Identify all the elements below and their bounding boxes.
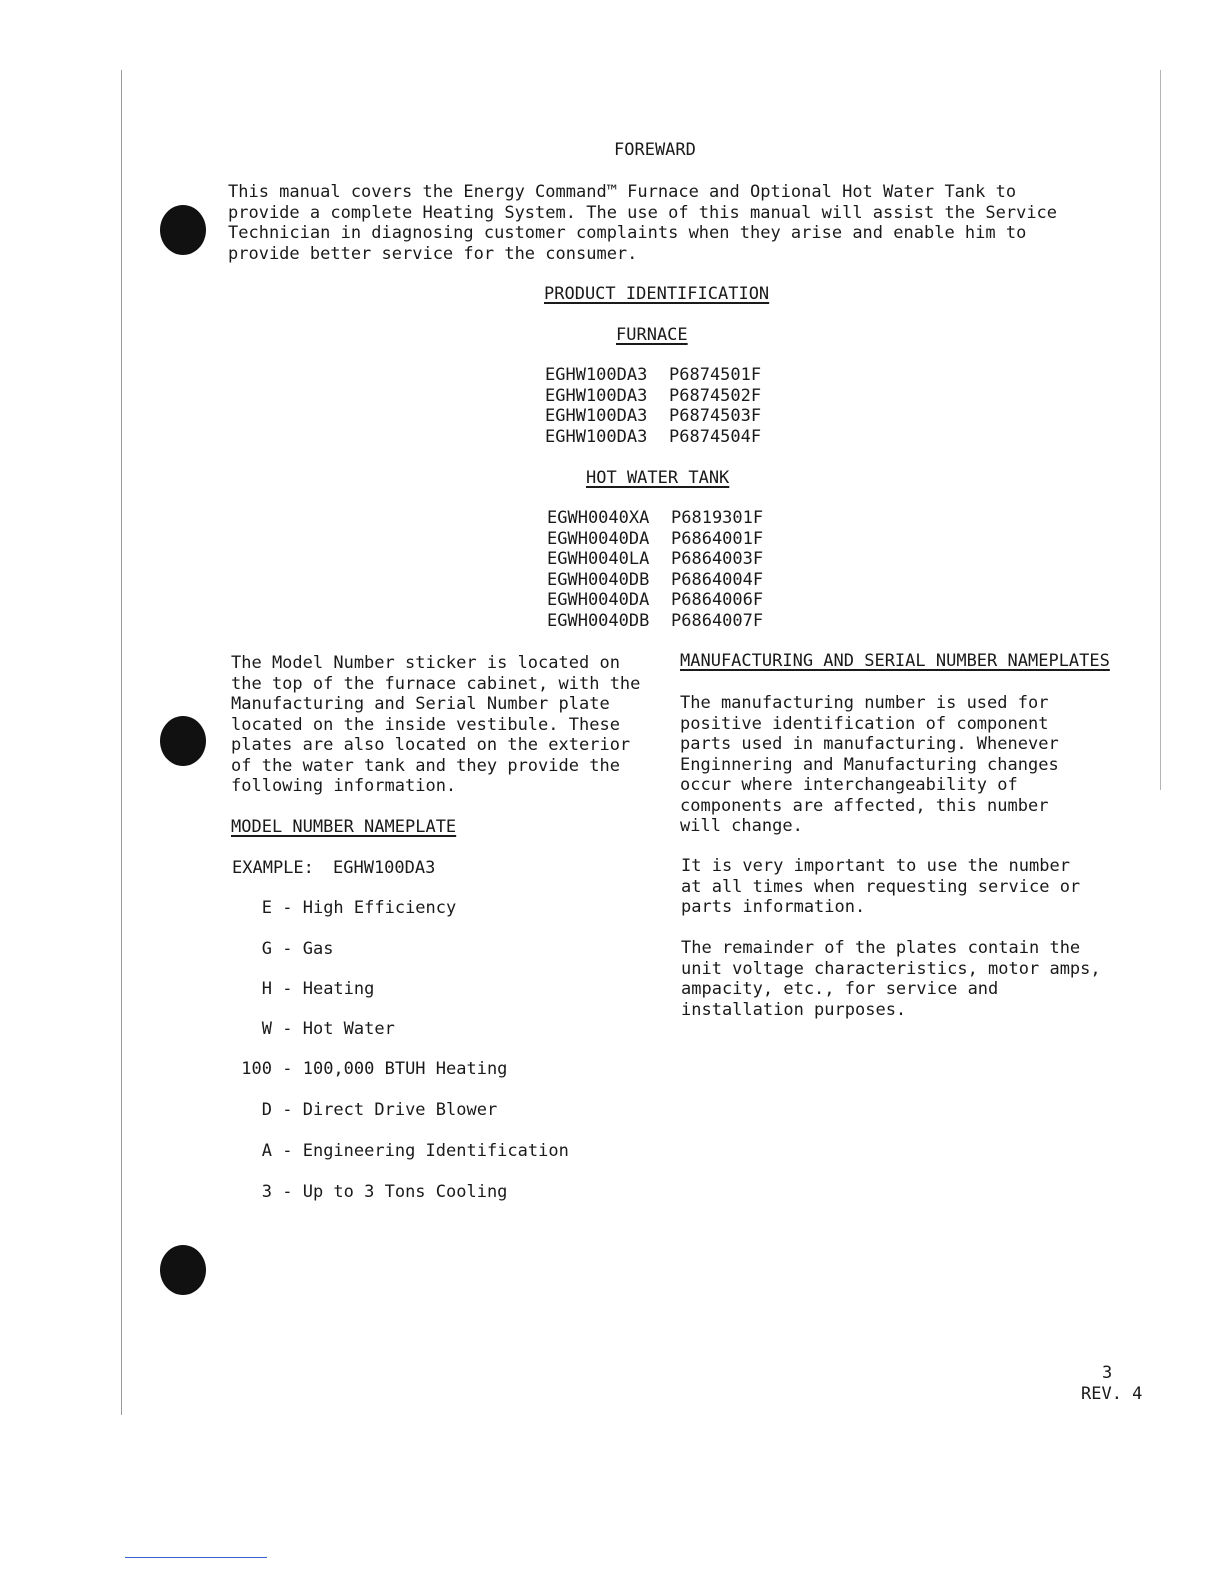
furnace-id-row	[545, 386, 773, 407]
part-number: P6819301F	[671, 508, 764, 528]
foreward-title: FOREWARD	[614, 140, 696, 160]
code-key: E	[261, 898, 272, 918]
bottom-scan-artifact	[125, 1557, 267, 1558]
example-label: EXAMPLE:	[232, 858, 314, 878]
page-number: 3	[1102, 1363, 1113, 1383]
part-number: P6864004F	[671, 569, 764, 590]
code-row: A - Engineering Identification	[232, 1141, 569, 1161]
tank-id-row	[547, 549, 775, 570]
code-key: 100	[241, 1059, 272, 1079]
code-key: H	[261, 979, 272, 999]
part-number: P6864003F	[671, 549, 764, 569]
model-number: EGWH0040DA	[547, 590, 650, 610]
product-identification-title: PRODUCT IDENTIFICATION	[544, 284, 770, 304]
code-key: W	[261, 1019, 272, 1039]
code-key: D	[261, 1100, 272, 1120]
code-row: G - Gas	[232, 939, 333, 959]
code-meaning: Heating	[302, 979, 375, 999]
model-number: EGWH0040LA	[547, 549, 650, 569]
code-row: W - Hot Water	[232, 1019, 395, 1039]
part-number: P6864007F	[671, 610, 764, 631]
part-number: P6874504F	[669, 426, 762, 447]
model-number: EGWH0040DA	[547, 528, 650, 549]
example-value: EGHW100DA3	[333, 858, 436, 878]
part-number: P6874502F	[669, 385, 762, 406]
code-row: 3 - Up to 3 Tons Cooling	[232, 1182, 507, 1202]
model-number: EGWH0040DB	[547, 610, 650, 631]
manufacturing-number-paragraph: The manufacturing number is used for positive identification of component parts used in manufacturing. Whenever Enginnering and Manufacturing changes occur where interchangeability of components are affected, this number will change.	[680, 693, 1059, 836]
code-meaning: Direct Drive Blower	[302, 1100, 498, 1120]
punch-hole-middle	[160, 716, 206, 766]
model-number: EGHW100DA3	[545, 365, 648, 385]
code-row: H - Heating	[232, 979, 374, 999]
hot-water-tank-id-list	[547, 508, 775, 631]
code-meaning: Up to 3 Tons Cooling	[302, 1182, 508, 1202]
code-meaning: Hot Water	[302, 1019, 395, 1039]
tank-id-row	[547, 508, 775, 529]
furnace-id-row	[545, 427, 773, 448]
code-key: G	[261, 939, 272, 959]
code-meaning: Gas	[302, 939, 334, 959]
model-nameplate-title: MODEL NUMBER NAMEPLATE	[231, 817, 457, 837]
model-number: EGWH0040DB	[547, 569, 650, 590]
model-number: EGHW100DA3	[545, 426, 648, 447]
left-margin-line	[121, 70, 122, 1415]
code-key: 3	[261, 1182, 272, 1202]
service-request-paragraph: It is very important to use the number at all times when requesting service or parts information.	[681, 856, 1081, 917]
model-sticker-intro: The Model Number sticker is located on the top of the furnace cabinet, with the Manufacturing and Serial Number plate located on the inside vestibule. These plates are also located on the exterior of the water tank and they provide the following information.	[231, 653, 641, 796]
furnace-id-row	[545, 406, 773, 427]
right-margin-line	[1160, 70, 1161, 790]
code-row: 100 - 100,000 BTUH Heating	[232, 1059, 507, 1079]
code-key: A	[261, 1141, 272, 1161]
model-number: EGHW100DA3	[545, 385, 648, 406]
punch-hole-top	[160, 205, 206, 255]
model-number: EGHW100DA3	[545, 406, 648, 426]
furnace-title: FURNACE	[616, 325, 688, 345]
tank-id-row	[547, 529, 775, 550]
foreward-text: This manual covers the Energy Command™ Furnace and Optional Hot Water Tank to provide a complete Heating System. The use of this manual will assist the Service Technician in diagnosing customer complaints when they arise and enable him to provide better service for the consumer.	[228, 182, 1058, 264]
tank-id-row	[547, 611, 775, 632]
revision-label: REV. 4	[1081, 1384, 1143, 1404]
furnace-id-row	[545, 365, 773, 386]
code-meaning: 100,000 BTUH Heating	[302, 1059, 508, 1079]
code-meaning: High Efficiency	[302, 898, 457, 918]
plate-remainder-paragraph: The remainder of the plates contain the unit voltage characteristics, motor amps, ampacity, etc., for service and installation purposes.	[681, 938, 1101, 1020]
part-number: P6864006F	[671, 590, 764, 610]
hot-water-tank-title: HOT WATER TANK	[586, 468, 730, 488]
punch-hole-bottom	[160, 1245, 206, 1295]
tank-id-row	[547, 570, 775, 591]
code-row: E - High Efficiency	[232, 898, 456, 918]
part-number: P6874501F	[669, 365, 762, 385]
code-meaning: Engineering Identification	[302, 1141, 569, 1161]
part-number: P6874503F	[669, 406, 762, 426]
tank-id-row	[547, 590, 775, 611]
part-number: P6864001F	[671, 528, 764, 549]
furnace-id-list	[545, 365, 773, 447]
model-number: EGWH0040XA	[547, 508, 650, 528]
manufacturing-nameplates-title: MANUFACTURING AND SERIAL NUMBER NAMEPLATES	[680, 651, 1110, 671]
code-row: D - Direct Drive Blower	[232, 1100, 497, 1120]
